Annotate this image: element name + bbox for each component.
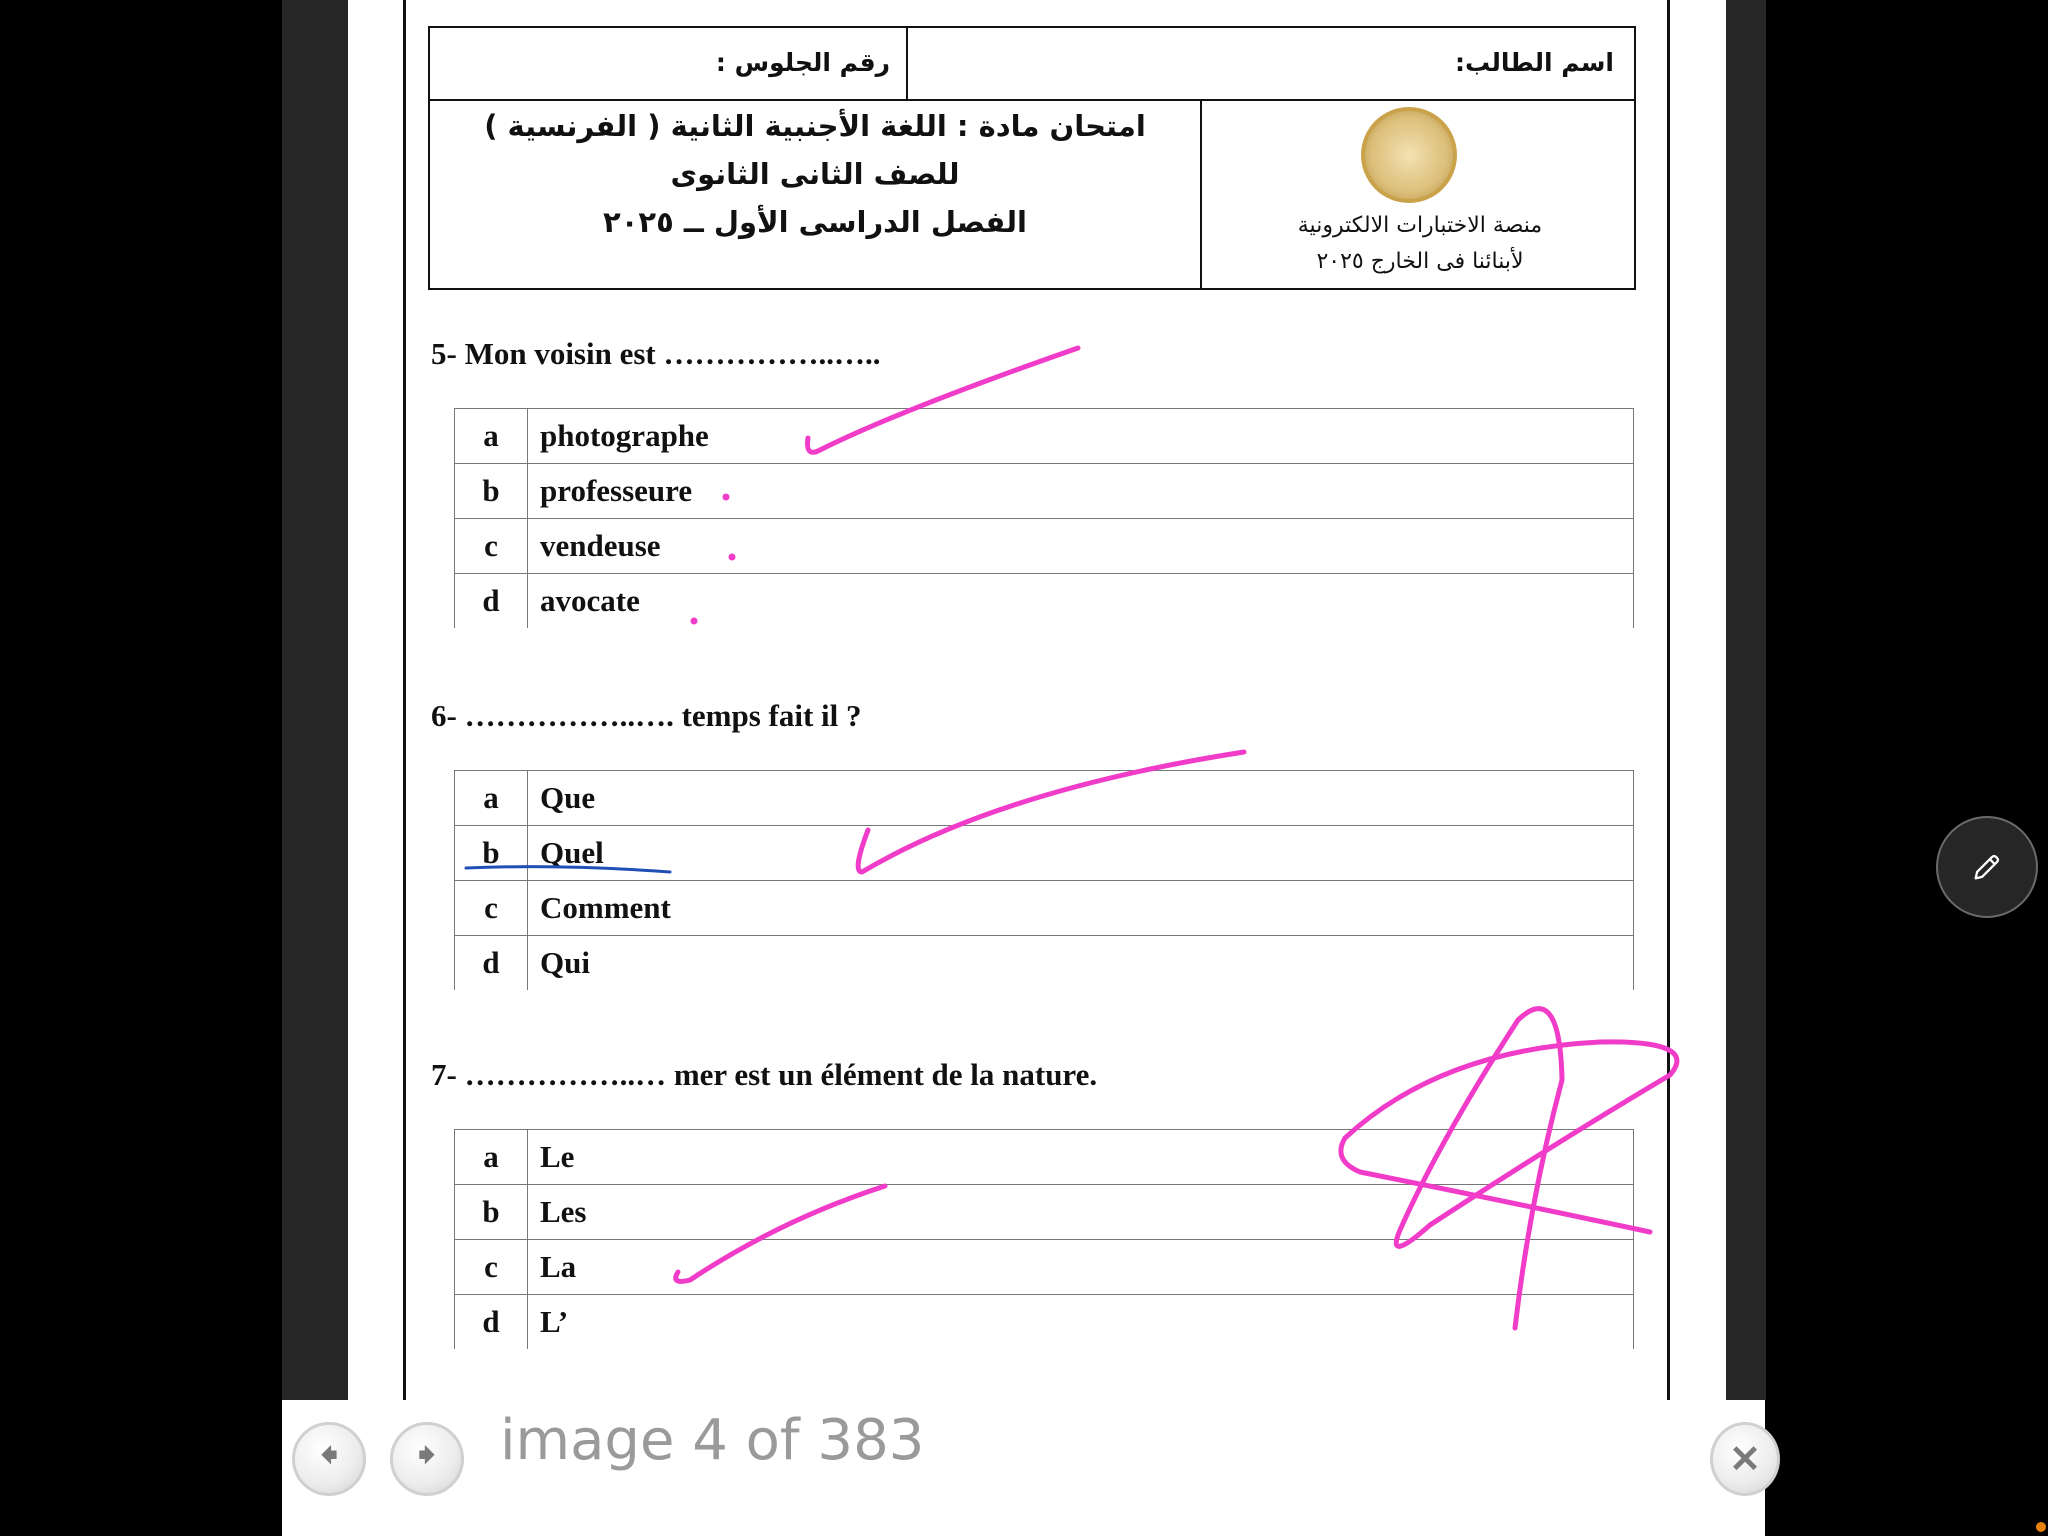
option-letter: d xyxy=(455,936,528,991)
option-row[interactable] xyxy=(455,409,1634,464)
option-letter: b xyxy=(455,1185,528,1240)
platform-name: منصة الاختبارات الالكترونية xyxy=(1297,213,1543,238)
option-text: Les xyxy=(528,1185,1634,1240)
option-letter: a xyxy=(455,1130,528,1185)
option-row[interactable] xyxy=(455,1240,1634,1295)
next-image-button[interactable] xyxy=(390,1422,464,1496)
student-info-box xyxy=(428,26,1636,101)
option-letter: b xyxy=(455,464,528,519)
option-letter: c xyxy=(455,519,528,574)
option-row[interactable] xyxy=(455,881,1634,936)
option-letter: a xyxy=(455,409,528,464)
option-text: Que xyxy=(528,771,1634,826)
option-text: Le xyxy=(528,1130,1634,1185)
exam-grade: للصف الثانى الثانوى xyxy=(670,157,960,191)
edit-button[interactable] xyxy=(1936,816,2038,918)
option-row[interactable] xyxy=(455,464,1634,519)
option-text: photographe xyxy=(528,409,1634,464)
previous-image-button[interactable] xyxy=(292,1422,366,1496)
option-letter: d xyxy=(455,574,528,629)
exam-title-box xyxy=(428,99,1636,290)
option-text: Quel xyxy=(528,826,1634,881)
ministry-seal-icon xyxy=(1361,107,1457,203)
exam-term: الفصل الدراسى الأول ــ ٢٠٢٥ xyxy=(603,205,1027,239)
option-text: avocate xyxy=(528,574,1634,629)
divider xyxy=(906,28,908,99)
page-border-right xyxy=(1667,0,1670,1400)
option-text: Comment xyxy=(528,881,1634,936)
option-row[interactable] xyxy=(455,1295,1634,1350)
option-row[interactable] xyxy=(455,936,1634,991)
option-letter: a xyxy=(455,771,528,826)
option-letter: c xyxy=(455,1240,528,1295)
student-name-label: اسم الطالب: xyxy=(1454,48,1614,77)
platform-subtitle: لأبنائنا فى الخارج ٢٠٢٥ xyxy=(1316,249,1524,274)
question-6-options xyxy=(454,770,1634,990)
option-row[interactable] xyxy=(455,1185,1634,1240)
arrow-left-icon: 🠸 xyxy=(319,1434,339,1477)
seat-number-label: رقم الجلوس : xyxy=(715,48,890,77)
option-row[interactable] xyxy=(455,574,1634,629)
status-indicator xyxy=(2036,1522,2046,1532)
viewer-margin-left xyxy=(282,0,348,1400)
question-7: 7- ……………..… mer est un élément de la nature. xyxy=(431,1057,1098,1092)
option-letter: c xyxy=(455,881,528,936)
pencil-icon xyxy=(1970,850,2004,884)
viewer-margin-right xyxy=(1726,0,1766,1400)
page-border-left xyxy=(403,0,406,1400)
option-row[interactable] xyxy=(455,519,1634,574)
close-viewer-button[interactable] xyxy=(1710,1422,1780,1496)
question-6: 6- ……………..…. temps fait il ? xyxy=(431,698,862,733)
viewer-bottom-bar xyxy=(282,1400,1765,1536)
arrow-right-icon: 🠺 xyxy=(417,1434,437,1477)
option-text: Qui xyxy=(528,936,1634,991)
question-5: 5- Mon voisin est ……………..….. xyxy=(431,336,881,371)
option-letter: b xyxy=(455,826,528,881)
option-text: professeure xyxy=(528,464,1634,519)
question-7-options xyxy=(454,1129,1634,1349)
option-text: vendeuse xyxy=(528,519,1634,574)
image-counter: image 4 of 383 xyxy=(500,1408,925,1473)
option-row[interactable] xyxy=(455,771,1634,826)
option-row[interactable] xyxy=(455,1130,1634,1185)
exam-subject: امتحان مادة : اللغة الأجنبية الثانية ( الفرنسية ) xyxy=(484,109,1146,143)
option-row[interactable] xyxy=(455,826,1634,881)
option-text: L’ xyxy=(528,1295,1634,1350)
question-5-options xyxy=(454,408,1634,628)
option-letter: d xyxy=(455,1295,528,1350)
option-text: La xyxy=(528,1240,1634,1295)
close-icon: ✕ xyxy=(1729,1438,1761,1481)
